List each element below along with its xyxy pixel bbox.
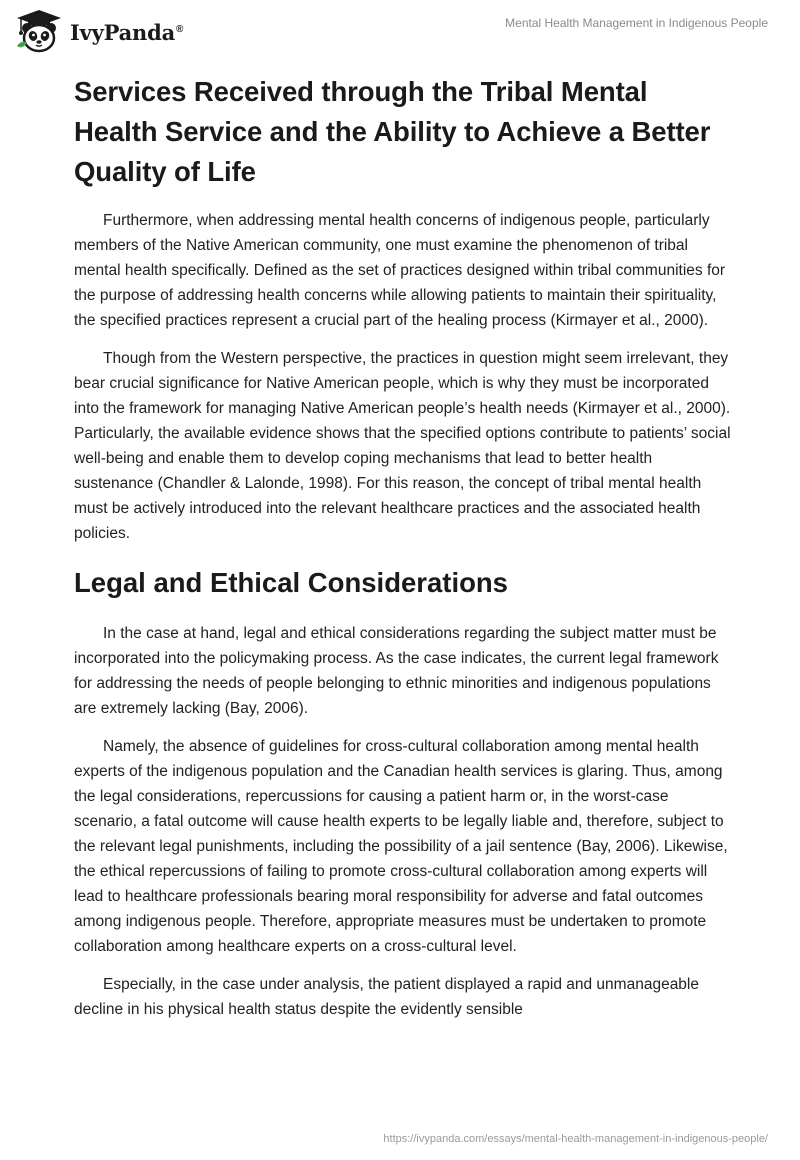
source-url[interactable]: https://ivypanda.com/essays/mental-health-management-in-indigenous-people/ — [383, 1133, 768, 1145]
paragraph: Though from the Western perspective, the practices in question might seem irrelevant, they bear crucial significance for Native American people, which is why they must be incorporated into the framework for managing Native American people’s health needs (Kirmayer et al., 2000). Particularly, the available evidence shows that the specified options contribute to patients’ social well-being and enable them to develop coping mechanisms that lead to better health sustenance (Chandler & Lalonde, 1998). For this reason, the concept of tribal mental health must be actively introduced into the relevant healthcare practices and the associated health policies. — [74, 350, 731, 542]
page-header — [0, 0, 800, 62]
paragraph: In the case at hand, legal and ethical considerations regarding the subject matter must be incorporated into the policymaking process. As the case indicates, the current legal framework for addressing the needs of people belonging to ethnic minorities and indigenous populations are extremely lacking (Bay, 2006). — [74, 625, 719, 717]
document-title: Mental Health Management in Indigenous People — [505, 16, 768, 30]
brand-name: IvyPanda® — [70, 19, 184, 45]
paragraph: Namely, the absence of guidelines for cross-cultural collaboration among mental health experts of the indigenous population and the Canadian health services is glaring. Thus, among the legal considerations, repercussions for causing a patient harm or, in the worst-case scenario, a fatal outcome will cause health experts to be legally liable and, therefore, subject to the relevant legal punishments, including the possibility of a jail sentence (Bay, 2006). Likewise, the ethical repercussions of failing to promote cross-cultural collaboration among experts will lead to healthcare professionals bearing moral responsibility for adverse and fatal outcomes among indigenous people. Therefore, appropriate measures must be undertaken to promote collaboration among healthcare experts on a cross-cultural level. — [74, 738, 728, 955]
section-heading-legal-ethical: Legal and Ethical Considerations — [74, 567, 508, 598]
registered-mark: ® — [176, 23, 184, 35]
panda-graduation-cap-icon — [14, 8, 64, 54]
paragraph: Especially, in the case under analysis, the patient displayed a rapid and unmanageable decline in his physical health status despite the evidently sensible — [74, 976, 699, 1018]
section-heading-tribal-mental-health: Services Received through the Tribal Mental Health Service and the Ability to Achieve a Better Quality of Life — [74, 76, 711, 187]
ivypanda-logo[interactable] — [14, 8, 183, 54]
paragraph: Furthermore, when addressing mental health concerns of indigenous people, particularly members of the Native American community, one must examine the phenomenon of tribal mental health specifically. Defined as the set of practices designed within tribal communities for the purpose of addressing health concerns while allowing patients to maintain their spirituality, the specified practices represent a crucial part of the healing process (Kirmayer et al., 2000). — [74, 212, 726, 329]
article-body — [74, 72, 734, 1035]
